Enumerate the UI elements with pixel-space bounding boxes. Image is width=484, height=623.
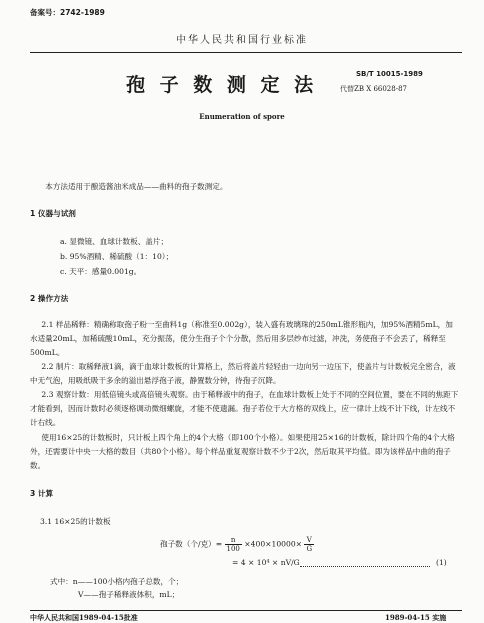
paragraph-slide-prep: 2.2 制片：取稀释液1滴，滴于血球计数板的计算格上，然后将盖片轻轻由一边向另一边压下，使盖片与计数板完全密合，液中无气泡，用吸纸吸干多余的溢出悬浮孢子液，静置数分钟，待孢子沉降。 bbox=[30, 362, 456, 385]
subsection-3-1: 3.1 16×25的计数板 bbox=[40, 517, 111, 526]
approval-date: 中华人民共和国1989-04-15批准 bbox=[30, 613, 138, 622]
section-2-heading: 2 操作方法 bbox=[30, 294, 69, 303]
section-3-heading: 3 计算 bbox=[30, 489, 54, 498]
paragraph-sample-dilution: 2.1 样品稀释：精确称取孢子粉一至曲料1g（称准至0.002g），装入盛有玻璃珠的250mL锥形瓶内，加95%酒精5mL，加水适量20mL，加稀硫酸10mL，充分振荡，使分生孢子个个分散，然后用多层纱布过滤，冲洗，务使孢子不会丢了，稀释至500mL。 bbox=[30, 320, 453, 357]
standard-number: SB/T 10015-1989 bbox=[356, 70, 423, 78]
section-1-heading: 1 仪器与试剂 bbox=[30, 209, 76, 218]
formula-terms: ×400×10000× bbox=[244, 539, 303, 549]
list-item: a. 显微镜、血球计数板、盖片； bbox=[60, 237, 169, 246]
scope-paragraph: 本方法适用于酿造酱油米成品——曲料的孢子数测定。 bbox=[45, 182, 228, 191]
footer-rule bbox=[30, 610, 462, 611]
formula-lhs: 孢子数（个/克）= bbox=[160, 539, 223, 549]
effective-date: 1989-04-15 实施 bbox=[385, 613, 447, 622]
paragraph-counting-plate: 使用16×25的计数板时，只计板上四个角上的4个大格（即100个小格）。如果使用25×16的计数板，除计四个角的4个大格外，还需要计中央一大格的数目（共80个小格）。每个样品重复观察计数不少于2次，然后取其平均值。即为该样品中曲的孢子数。 bbox=[30, 433, 455, 470]
where-n: 式中：n——100小格内孢子总数，个； bbox=[50, 577, 184, 586]
where-v: V——孢子稀释液体积，mL； bbox=[78, 590, 180, 599]
formula-line-1 bbox=[160, 536, 314, 553]
standard-authority: 中华人民共和国行业标准 bbox=[176, 35, 308, 46]
formula-fraction-n: $\frac{n}{100}$ bbox=[226, 536, 240, 553]
list-item: b. 95%酒精、稀硫酸（1：10）； bbox=[60, 252, 174, 261]
english-title: Enumeration of spore bbox=[199, 112, 285, 121]
replaces-standard: 代替ZB X 66028-87 bbox=[340, 85, 407, 93]
formula-fraction-v: $\frac{V}{G}$ bbox=[306, 536, 313, 553]
header-rule bbox=[30, 52, 462, 53]
formula-line-2: = 4 × 10⁴ × nV/G bbox=[232, 558, 300, 567]
paragraph-counting: 2.3 观察计数：用低倍镜头或高倍镜头观察。由于稀释液中的孢子，在血球计数板上处于不同的空间位置，要在不同的焦距下才能看到，因而计数时必须逐格调动微细螺旋，才能不使遗漏。孢子若位于大方格的双线上，应一律计上线不计下线，计左线不计右线。 bbox=[30, 390, 459, 427]
formula-leader bbox=[300, 566, 430, 567]
document-title: 孢 子 数 测 定 法 bbox=[126, 74, 318, 96]
filing-number: 备案号：2742-1989 bbox=[30, 8, 105, 17]
list-item: c. 天平：感量0.001g。 bbox=[60, 267, 142, 276]
formula-tag: (1) bbox=[436, 558, 447, 567]
